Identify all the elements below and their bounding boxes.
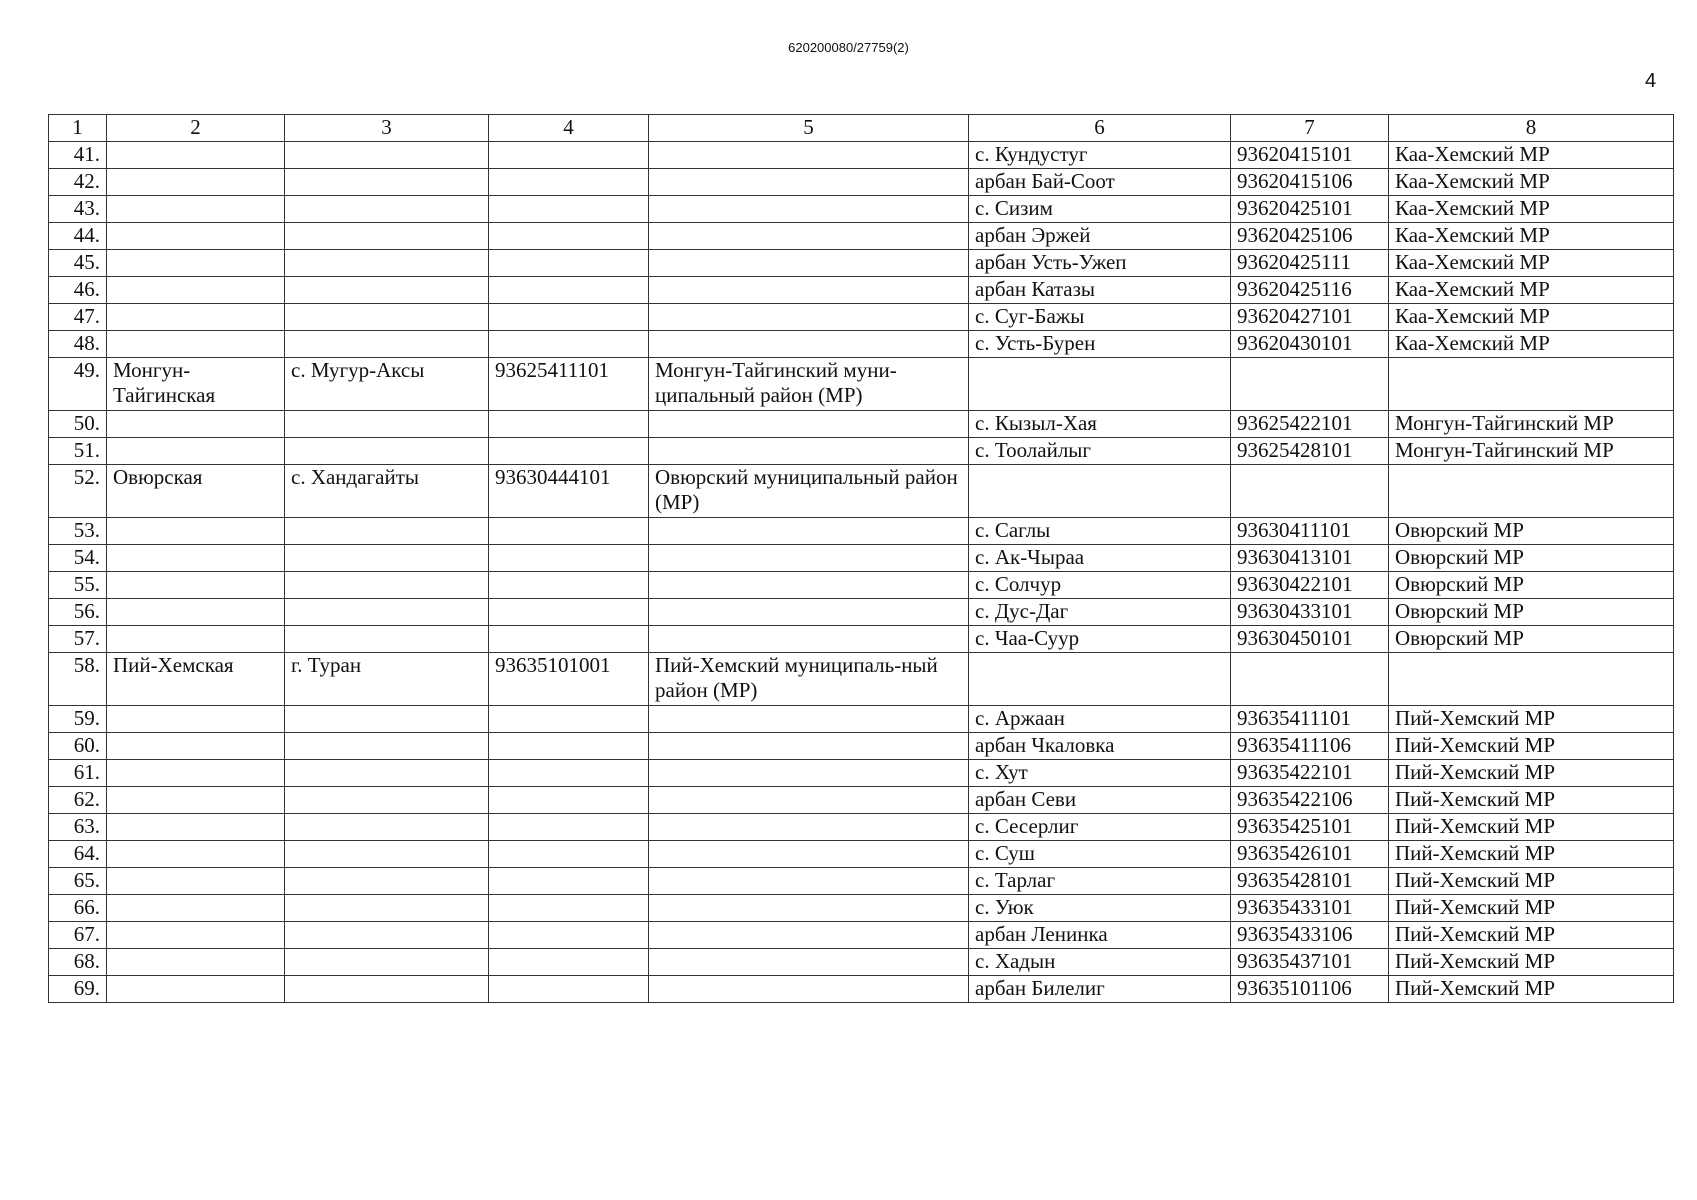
center-name bbox=[285, 841, 489, 868]
settlement-code: 93630422101 bbox=[1231, 572, 1389, 599]
row-number: 54. bbox=[49, 545, 107, 572]
center-code bbox=[489, 760, 649, 787]
center-name: с. Хандагайты bbox=[285, 465, 489, 518]
settlement-district: Каа-Хемский МР bbox=[1389, 196, 1674, 223]
center-name bbox=[285, 706, 489, 733]
table-row bbox=[49, 949, 1674, 976]
district-name bbox=[649, 760, 969, 787]
region-name bbox=[107, 518, 285, 545]
district-name bbox=[649, 626, 969, 653]
settlement-code: 93630413101 bbox=[1231, 545, 1389, 572]
settlement-district: Пий-Хемский МР bbox=[1389, 868, 1674, 895]
center-name bbox=[285, 949, 489, 976]
region-name bbox=[107, 599, 285, 626]
settlement-name: арбан Эржей bbox=[969, 223, 1231, 250]
column-header: 6 bbox=[969, 115, 1231, 142]
center-code bbox=[489, 841, 649, 868]
settlement-name: арбан Севи bbox=[969, 787, 1231, 814]
settlement-name: с. Кундустуг bbox=[969, 142, 1231, 169]
settlement-name: с. Суг-Бажы bbox=[969, 304, 1231, 331]
center-name: г. Туран bbox=[285, 653, 489, 706]
settlement-code: 93635422101 bbox=[1231, 760, 1389, 787]
district-name bbox=[649, 922, 969, 949]
settlement-district: Пий-Хемский МР bbox=[1389, 922, 1674, 949]
document-id: 620200080/27759(2) bbox=[788, 40, 909, 55]
region-name bbox=[107, 922, 285, 949]
table-row bbox=[49, 196, 1674, 223]
row-number: 44. bbox=[49, 223, 107, 250]
column-header: 7 bbox=[1231, 115, 1389, 142]
row-number: 48. bbox=[49, 331, 107, 358]
settlement-district: Овюрский МР bbox=[1389, 572, 1674, 599]
settlement-code: 93635428101 bbox=[1231, 868, 1389, 895]
table-row bbox=[49, 841, 1674, 868]
region-name bbox=[107, 277, 285, 304]
column-header: 4 bbox=[489, 115, 649, 142]
center-code bbox=[489, 895, 649, 922]
district-name bbox=[649, 949, 969, 976]
district-name bbox=[649, 142, 969, 169]
table-row bbox=[49, 706, 1674, 733]
region-name bbox=[107, 438, 285, 465]
settlement-code bbox=[1231, 358, 1389, 411]
table-row bbox=[49, 331, 1674, 358]
district-name bbox=[649, 304, 969, 331]
settlement-code: 93635422106 bbox=[1231, 787, 1389, 814]
settlement-district: Овюрский МР bbox=[1389, 599, 1674, 626]
region-name bbox=[107, 304, 285, 331]
center-name: с. Мугур-Аксы bbox=[285, 358, 489, 411]
region-name bbox=[107, 976, 285, 1003]
column-header: 3 bbox=[285, 115, 489, 142]
table-row bbox=[49, 760, 1674, 787]
table-row bbox=[49, 895, 1674, 922]
table-row bbox=[49, 465, 1674, 518]
district-name bbox=[649, 733, 969, 760]
settlement-district: Каа-Хемский МР bbox=[1389, 277, 1674, 304]
district-name bbox=[649, 331, 969, 358]
region-name bbox=[107, 572, 285, 599]
settlement-district: Каа-Хемский МР bbox=[1389, 331, 1674, 358]
table-row bbox=[49, 142, 1674, 169]
settlement-name: с. Кызыл-Хая bbox=[969, 411, 1231, 438]
row-number: 63. bbox=[49, 814, 107, 841]
center-name bbox=[285, 572, 489, 599]
region-name bbox=[107, 868, 285, 895]
table-row bbox=[49, 599, 1674, 626]
region-name bbox=[107, 841, 285, 868]
center-name bbox=[285, 196, 489, 223]
table-row bbox=[49, 976, 1674, 1003]
row-number: 52. bbox=[49, 465, 107, 518]
settlement-district: Каа-Хемский МР bbox=[1389, 250, 1674, 277]
center-code bbox=[489, 169, 649, 196]
settlement-name: с. Солчур bbox=[969, 572, 1231, 599]
table-row bbox=[49, 358, 1674, 411]
settlement-code: 93620415106 bbox=[1231, 169, 1389, 196]
center-name bbox=[285, 545, 489, 572]
center-code bbox=[489, 196, 649, 223]
center-name bbox=[285, 895, 489, 922]
row-number: 67. bbox=[49, 922, 107, 949]
row-number: 61. bbox=[49, 760, 107, 787]
center-code bbox=[489, 142, 649, 169]
settlement-code: 93625422101 bbox=[1231, 411, 1389, 438]
region-name bbox=[107, 331, 285, 358]
center-name bbox=[285, 787, 489, 814]
row-number: 58. bbox=[49, 653, 107, 706]
center-code bbox=[489, 304, 649, 331]
settlement-district: Пий-Хемский МР bbox=[1389, 760, 1674, 787]
settlement-name: арбан Катазы bbox=[969, 277, 1231, 304]
row-number: 47. bbox=[49, 304, 107, 331]
center-name bbox=[285, 599, 489, 626]
settlement-code bbox=[1231, 465, 1389, 518]
region-name bbox=[107, 949, 285, 976]
row-number: 53. bbox=[49, 518, 107, 545]
district-name bbox=[649, 976, 969, 1003]
district-name: Пий-Хемский муниципаль-ный район (МР) bbox=[649, 653, 969, 706]
region-name bbox=[107, 142, 285, 169]
data-table bbox=[48, 114, 1674, 1003]
settlement-name: с. Саглы bbox=[969, 518, 1231, 545]
center-code bbox=[489, 599, 649, 626]
settlement-district bbox=[1389, 653, 1674, 706]
center-code: 93625411101 bbox=[489, 358, 649, 411]
settlement-district: Пий-Хемский МР bbox=[1389, 949, 1674, 976]
row-number: 49. bbox=[49, 358, 107, 411]
center-name bbox=[285, 169, 489, 196]
settlement-district: Пий-Хемский МР bbox=[1389, 814, 1674, 841]
settlement-district: Монгун-Тайгинский МР bbox=[1389, 438, 1674, 465]
region-name bbox=[107, 760, 285, 787]
table-header-row bbox=[49, 115, 1674, 142]
region-name bbox=[107, 169, 285, 196]
row-number: 66. bbox=[49, 895, 107, 922]
district-name bbox=[649, 841, 969, 868]
row-number: 43. bbox=[49, 196, 107, 223]
center-code bbox=[489, 626, 649, 653]
settlement-name: с. Усть-Бурен bbox=[969, 331, 1231, 358]
region-name bbox=[107, 814, 285, 841]
row-number: 55. bbox=[49, 572, 107, 599]
center-code bbox=[489, 706, 649, 733]
table-row bbox=[49, 814, 1674, 841]
settlement-district: Пий-Хемский МР bbox=[1389, 976, 1674, 1003]
row-number: 59. bbox=[49, 706, 107, 733]
row-number: 46. bbox=[49, 277, 107, 304]
table-row bbox=[49, 572, 1674, 599]
table-row bbox=[49, 223, 1674, 250]
settlement-code: 93620427101 bbox=[1231, 304, 1389, 331]
settlement-name: арбан Ленинка bbox=[969, 922, 1231, 949]
center-name bbox=[285, 142, 489, 169]
row-number: 50. bbox=[49, 411, 107, 438]
district-name bbox=[649, 277, 969, 304]
settlement-name: с. Хадын bbox=[969, 949, 1231, 976]
settlement-name: с. Ак-Чыраа bbox=[969, 545, 1231, 572]
center-name bbox=[285, 277, 489, 304]
center-code bbox=[489, 814, 649, 841]
settlement-name bbox=[969, 465, 1231, 518]
row-number: 69. bbox=[49, 976, 107, 1003]
settlement-name: с. Суш bbox=[969, 841, 1231, 868]
settlement-name: с. Аржаан bbox=[969, 706, 1231, 733]
table-row bbox=[49, 304, 1674, 331]
settlement-name: с. Уюк bbox=[969, 895, 1231, 922]
column-header: 5 bbox=[649, 115, 969, 142]
settlement-name: с. Тарлаг bbox=[969, 868, 1231, 895]
settlement-code: 93620425101 bbox=[1231, 196, 1389, 223]
settlement-code: 93630450101 bbox=[1231, 626, 1389, 653]
region-name bbox=[107, 787, 285, 814]
column-header: 2 bbox=[107, 115, 285, 142]
center-code bbox=[489, 518, 649, 545]
settlement-name: с. Тоолайлыг bbox=[969, 438, 1231, 465]
region-name bbox=[107, 895, 285, 922]
table-row bbox=[49, 250, 1674, 277]
settlement-district: Овюрский МР bbox=[1389, 518, 1674, 545]
row-number: 68. bbox=[49, 949, 107, 976]
center-name bbox=[285, 223, 489, 250]
settlement-code: 93635411106 bbox=[1231, 733, 1389, 760]
settlement-code: 93635101106 bbox=[1231, 976, 1389, 1003]
district-name bbox=[649, 787, 969, 814]
settlement-district: Пий-Хемский МР bbox=[1389, 787, 1674, 814]
table-row bbox=[49, 169, 1674, 196]
settlement-code: 93630411101 bbox=[1231, 518, 1389, 545]
district-name bbox=[649, 250, 969, 277]
settlement-district: Пий-Хемский МР bbox=[1389, 706, 1674, 733]
district-name bbox=[649, 572, 969, 599]
table-row bbox=[49, 787, 1674, 814]
row-number: 65. bbox=[49, 868, 107, 895]
page-number: 4 bbox=[1645, 70, 1657, 92]
district-name bbox=[649, 706, 969, 733]
center-name bbox=[285, 814, 489, 841]
settlement-district: Каа-Хемский МР bbox=[1389, 223, 1674, 250]
center-code bbox=[489, 250, 649, 277]
center-name bbox=[285, 518, 489, 545]
settlement-name bbox=[969, 358, 1231, 411]
district-name bbox=[649, 895, 969, 922]
settlement-code: 93620425111 bbox=[1231, 250, 1389, 277]
center-code bbox=[489, 922, 649, 949]
region-name bbox=[107, 626, 285, 653]
settlement-district: Пий-Хемский МР bbox=[1389, 895, 1674, 922]
settlement-name: с. Хут bbox=[969, 760, 1231, 787]
region-name bbox=[107, 733, 285, 760]
region-name: Пий-Хемская bbox=[107, 653, 285, 706]
settlement-district bbox=[1389, 358, 1674, 411]
row-number: 51. bbox=[49, 438, 107, 465]
center-code bbox=[489, 733, 649, 760]
center-code: 93630444101 bbox=[489, 465, 649, 518]
center-name bbox=[285, 626, 489, 653]
row-number: 42. bbox=[49, 169, 107, 196]
settlement-code: 93635426101 bbox=[1231, 841, 1389, 868]
district-name bbox=[649, 814, 969, 841]
settlement-district: Овюрский МР bbox=[1389, 545, 1674, 572]
district-name bbox=[649, 545, 969, 572]
center-code bbox=[489, 868, 649, 895]
settlement-district: Пий-Хемский МР bbox=[1389, 841, 1674, 868]
settlement-code: 93635425101 bbox=[1231, 814, 1389, 841]
district-name bbox=[649, 411, 969, 438]
district-name bbox=[649, 223, 969, 250]
table-row bbox=[49, 733, 1674, 760]
settlement-code: 93620425116 bbox=[1231, 277, 1389, 304]
center-name bbox=[285, 868, 489, 895]
center-name bbox=[285, 760, 489, 787]
region-name bbox=[107, 223, 285, 250]
center-code bbox=[489, 572, 649, 599]
settlement-district: Каа-Хемский МР bbox=[1389, 304, 1674, 331]
settlement-district: Каа-Хемский МР bbox=[1389, 142, 1674, 169]
row-number: 56. bbox=[49, 599, 107, 626]
region-name bbox=[107, 545, 285, 572]
settlement-district: Овюрский МР bbox=[1389, 626, 1674, 653]
settlement-name: арбан Усть-Ужеп bbox=[969, 250, 1231, 277]
settlement-district: Каа-Хемский МР bbox=[1389, 169, 1674, 196]
center-code bbox=[489, 787, 649, 814]
center-code bbox=[489, 438, 649, 465]
row-number: 64. bbox=[49, 841, 107, 868]
table-row bbox=[49, 277, 1674, 304]
settlement-district bbox=[1389, 465, 1674, 518]
table-row bbox=[49, 653, 1674, 706]
region-name bbox=[107, 196, 285, 223]
center-name bbox=[285, 250, 489, 277]
settlement-code: 93635433106 bbox=[1231, 922, 1389, 949]
district-name bbox=[649, 196, 969, 223]
settlement-code: 93625428101 bbox=[1231, 438, 1389, 465]
table-row bbox=[49, 626, 1674, 653]
region-name: Овюрская bbox=[107, 465, 285, 518]
table-row bbox=[49, 545, 1674, 572]
region-name bbox=[107, 250, 285, 277]
settlement-name: с. Чаа-Суур bbox=[969, 626, 1231, 653]
district-name bbox=[649, 518, 969, 545]
settlement-code: 93620430101 bbox=[1231, 331, 1389, 358]
settlement-name: арбан Билелиг bbox=[969, 976, 1231, 1003]
center-name bbox=[285, 922, 489, 949]
center-code bbox=[489, 277, 649, 304]
settlement-name: с. Сесерлиг bbox=[969, 814, 1231, 841]
row-number: 62. bbox=[49, 787, 107, 814]
district-name: Монгун-Тайгинский муни-ципальный район (МР) bbox=[649, 358, 969, 411]
table-row bbox=[49, 518, 1674, 545]
center-name bbox=[285, 411, 489, 438]
settlement-code bbox=[1231, 653, 1389, 706]
settlement-name: с. Сизим bbox=[969, 196, 1231, 223]
table-row bbox=[49, 868, 1674, 895]
table-row bbox=[49, 438, 1674, 465]
center-code: 93635101001 bbox=[489, 653, 649, 706]
center-name bbox=[285, 304, 489, 331]
center-name bbox=[285, 733, 489, 760]
column-header: 8 bbox=[1389, 115, 1674, 142]
district-name: Овюрский муниципальный район (МР) bbox=[649, 465, 969, 518]
center-code bbox=[489, 976, 649, 1003]
settlement-code: 93630433101 bbox=[1231, 599, 1389, 626]
settlement-name: с. Дус-Даг bbox=[969, 599, 1231, 626]
center-name bbox=[285, 331, 489, 358]
row-number: 57. bbox=[49, 626, 107, 653]
district-name bbox=[649, 599, 969, 626]
column-header: 1 bbox=[49, 115, 107, 142]
row-number: 41. bbox=[49, 142, 107, 169]
center-code bbox=[489, 949, 649, 976]
table-body bbox=[49, 142, 1674, 1003]
row-number: 45. bbox=[49, 250, 107, 277]
center-code bbox=[489, 223, 649, 250]
center-code bbox=[489, 545, 649, 572]
district-name bbox=[649, 169, 969, 196]
settlement-name: арбан Бай-Соот bbox=[969, 169, 1231, 196]
region-name: Монгун-Тайгинская bbox=[107, 358, 285, 411]
settlement-code: 93635437101 bbox=[1231, 949, 1389, 976]
center-name bbox=[285, 438, 489, 465]
district-name bbox=[649, 438, 969, 465]
settlement-code: 93635433101 bbox=[1231, 895, 1389, 922]
table-row bbox=[49, 411, 1674, 438]
settlement-name bbox=[969, 653, 1231, 706]
table-row bbox=[49, 922, 1674, 949]
settlement-code: 93620425106 bbox=[1231, 223, 1389, 250]
center-code bbox=[489, 411, 649, 438]
row-number: 60. bbox=[49, 733, 107, 760]
region-name bbox=[107, 706, 285, 733]
district-name bbox=[649, 868, 969, 895]
settlement-district: Пий-Хемский МР bbox=[1389, 733, 1674, 760]
settlement-district: Монгун-Тайгинский МР bbox=[1389, 411, 1674, 438]
settlement-name: арбан Чкаловка bbox=[969, 733, 1231, 760]
settlement-code: 93620415101 bbox=[1231, 142, 1389, 169]
settlement-code: 93635411101 bbox=[1231, 706, 1389, 733]
center-code bbox=[489, 331, 649, 358]
center-name bbox=[285, 976, 489, 1003]
region-name bbox=[107, 411, 285, 438]
